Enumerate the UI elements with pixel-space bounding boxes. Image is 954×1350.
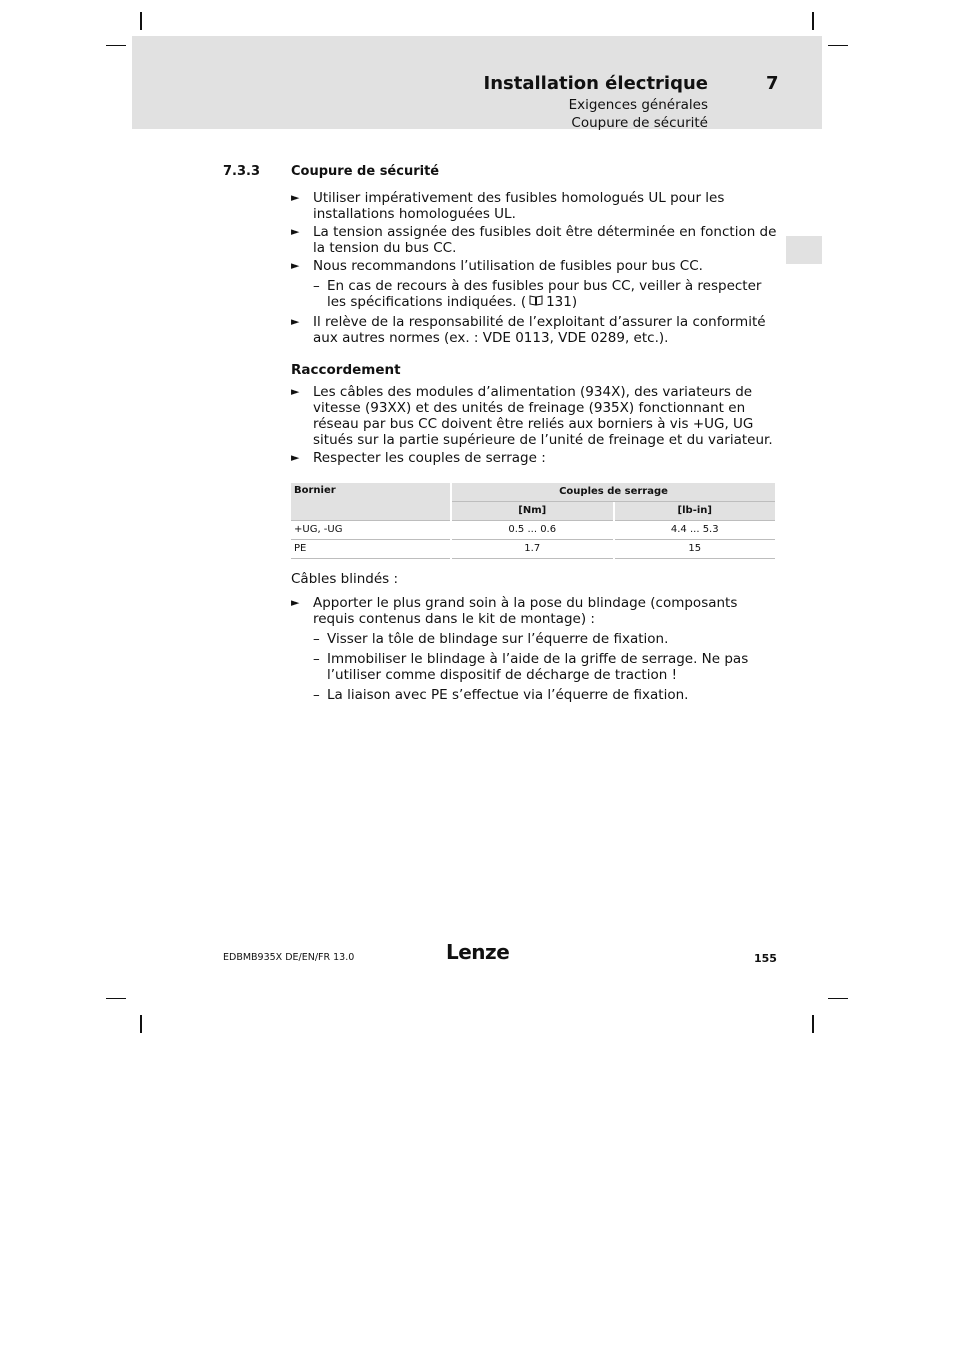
crop-mark	[140, 1015, 142, 1033]
dash-text: Immobiliser le blindage à l’aide de la griffe de serrage. Ne pas l’utiliser comme dispositif de décharge de traction !	[327, 651, 749, 683]
table-cell: +UG, -UG	[291, 521, 450, 540]
crop-mark	[812, 1015, 814, 1033]
header-subtitle: Coupure de sécurité	[571, 115, 708, 131]
crop-mark	[106, 998, 126, 999]
bullet-text: Les câbles des modules d’alimentation (934X), des variateurs de vitesse (93XX) et des unités de freinage (935X) fonctionnant en réseau par bus CC doivent être reliés aux borniers à vis +UG, UG situés sur la partie supérieure de l’unité de freinage et du variateur.	[313, 384, 773, 448]
bullet-text: Utiliser impérativement des fusibles homologués UL pour les installations homologuées UL.	[313, 190, 725, 222]
torque-table	[289, 483, 777, 559]
dash-marker: –	[313, 278, 320, 294]
dash-text-close: )	[571, 294, 578, 310]
table-cell: 0.5 ... 0.6	[452, 521, 613, 540]
dash-text: En cas de recours à des fusibles pour bus CC, veiller à respecter les spécifications indiquées. (	[327, 278, 762, 310]
shielded-cables-label: Câbles blindés :	[291, 571, 399, 587]
dash-text: Visser la tôle de blindage sur l’équerre de fixation.	[327, 631, 669, 647]
bullet-item	[291, 450, 779, 466]
table-header-unit-nm: [Nm]	[452, 502, 613, 521]
bullet-item	[291, 224, 779, 256]
section-number: 7.3.3	[223, 164, 261, 179]
table-cell: 15	[615, 540, 776, 559]
table-row	[291, 521, 775, 540]
table-header-unit-lbin: [lb-in]	[615, 502, 776, 521]
crop-mark	[140, 12, 142, 30]
bullet-item	[291, 314, 779, 346]
bullet-item	[291, 258, 779, 274]
book-icon	[526, 294, 546, 310]
dash-item	[291, 278, 779, 310]
table-cell: PE	[291, 540, 450, 559]
chapter-number: 7	[766, 73, 779, 94]
bullet-text: Apporter le plus grand soin à la pose du blindage (composants requis contenus dans le kit de montage) :	[313, 595, 738, 627]
section-title: Coupure de sécurité	[291, 164, 440, 179]
bullet-arrow-icon: ►	[291, 259, 300, 272]
subheading-raccordement: Raccordement	[291, 362, 401, 378]
side-thumb-tab	[786, 236, 822, 264]
header-subtitle: Exigences générales	[568, 97, 708, 113]
bullet-arrow-icon: ►	[291, 451, 300, 464]
page-number: 155	[754, 952, 777, 965]
crop-mark	[828, 45, 848, 46]
table-header-couples: Couples de serrage	[452, 483, 775, 502]
bullet-item	[291, 190, 779, 222]
dash-item	[291, 631, 779, 647]
dash-item	[291, 687, 779, 703]
crop-mark	[828, 998, 848, 999]
bullet-arrow-icon: ►	[291, 315, 300, 328]
page-reference: 131	[546, 294, 572, 310]
table-header-row	[291, 483, 775, 502]
document-code: EDBMB935X DE/EN/FR 13.0	[223, 952, 355, 963]
bullet-arrow-icon: ►	[291, 596, 300, 609]
bullet-text: La tension assignée des fusibles doit être déterminée en fonction de la tension du bus CC.	[313, 224, 777, 256]
table-header-bornier: Bornier	[291, 483, 450, 521]
dash-marker: –	[313, 687, 320, 703]
table-cell: 4.4 ... 5.3	[615, 521, 776, 540]
bullet-item	[291, 595, 779, 627]
bullet-item	[291, 384, 779, 448]
lenze-logo: Lenze	[446, 940, 510, 964]
crop-mark	[106, 45, 126, 46]
dash-marker: –	[313, 651, 320, 667]
dash-item	[291, 651, 779, 683]
table-row	[291, 540, 775, 559]
dash-marker: –	[313, 631, 320, 647]
bullet-arrow-icon: ►	[291, 225, 300, 238]
dash-text: La liaison avec PE s’effectue via l’équerre de fixation.	[327, 687, 689, 703]
bullet-arrow-icon: ►	[291, 191, 300, 204]
page-content	[291, 190, 779, 707]
chapter-title: Installation électrique	[483, 73, 708, 94]
bullet-text: Respecter les couples de serrage :	[313, 450, 546, 466]
table-cell: 1.7	[452, 540, 613, 559]
bullet-text: Il relève de la responsabilité de l’exploitant d’assurer la conformité aux autres normes (ex. : VDE 0113, VDE 0289, etc.).	[313, 314, 766, 346]
bullet-text: Nous recommandons l’utilisation de fusibles pour bus CC.	[313, 258, 703, 274]
header-band	[132, 36, 822, 129]
bullet-arrow-icon: ►	[291, 385, 300, 398]
crop-mark	[812, 12, 814, 30]
